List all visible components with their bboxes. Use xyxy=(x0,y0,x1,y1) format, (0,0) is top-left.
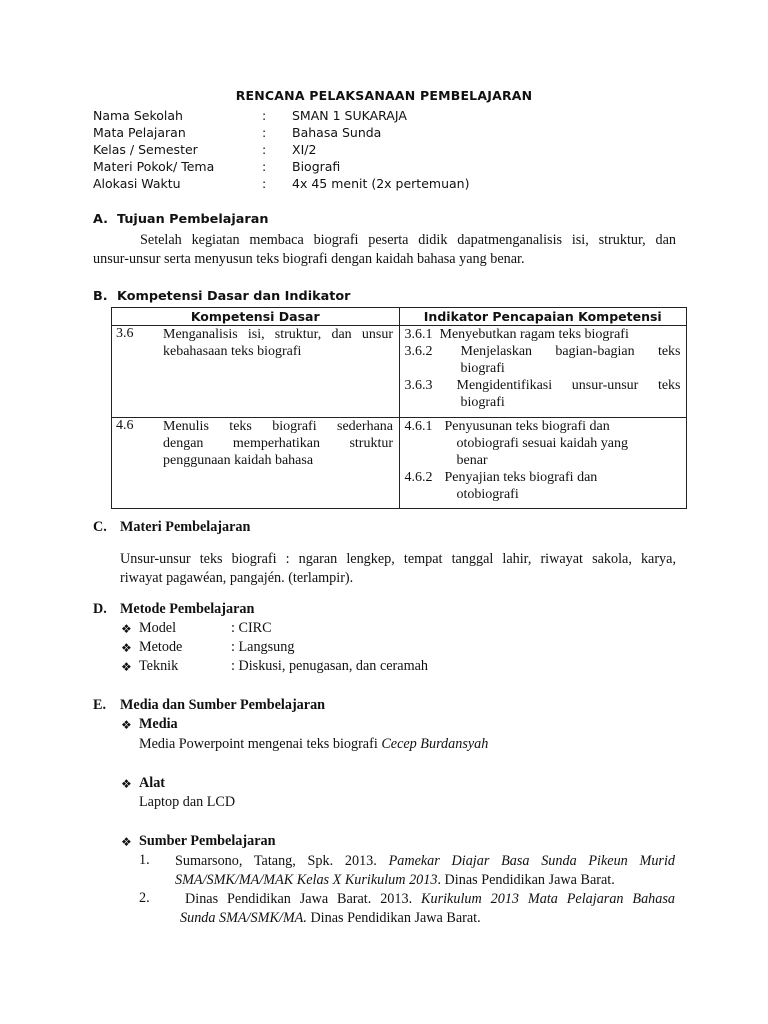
identity-sep: : xyxy=(262,142,267,157)
kd-cell xyxy=(112,418,400,509)
reference-publisher: Dinas Pendidikan Jawa Barat. xyxy=(306,910,481,926)
media-label: Media xyxy=(139,716,178,732)
diamond-bullet-icon: ❖ xyxy=(121,622,132,636)
reference-line xyxy=(175,871,675,890)
kd-line: dengan memperhatikan struktur xyxy=(163,436,393,451)
document-title: RENCANA PELAKSANAAN PEMBELAJARAN xyxy=(235,88,533,103)
section-letter: D. xyxy=(93,601,107,617)
section-a-heading xyxy=(93,212,268,227)
kd-line: penggunaan kaidah bahasa xyxy=(163,453,314,468)
indicator-number: 3.6.2 xyxy=(404,344,433,359)
table-header-kd: Kompetensi Dasar xyxy=(112,308,400,326)
indicator-number: 4.6.1 xyxy=(404,419,433,434)
method-label: Teknik xyxy=(139,658,179,674)
indicator-text: biografi xyxy=(460,395,505,410)
indicator-item xyxy=(405,343,681,377)
indicator-item xyxy=(405,418,681,469)
indicator-text: Mengidentifikasi unsur-unsur teks xyxy=(456,378,681,393)
section-letter: A. xyxy=(93,212,109,227)
diamond-bullet-icon: ❖ xyxy=(121,777,132,791)
section-title: Metode Pembelajaran xyxy=(120,601,255,617)
identity-label: Alokasi Waktu xyxy=(93,176,181,191)
reference-line xyxy=(175,852,675,871)
reference-title: SMA/SMK/MA/MAK Kelas X Kurikulum 2013 xyxy=(175,872,438,888)
kd-line: Menulis teks biografi sederhana xyxy=(163,419,393,434)
indicator-text: Menyebutkan ragam teks biografi xyxy=(439,327,629,342)
indicator-text: Penyusunan teks biografi dan xyxy=(444,419,610,434)
reference-title: Pamekar Diajar Basa Sunda Pikeun Murid xyxy=(388,853,675,869)
indicator-text: Menjelaskan bagian-bagian teks xyxy=(460,344,681,359)
indicator-cell xyxy=(399,326,687,418)
reference-number: 2. xyxy=(139,890,150,906)
identity-value: XI/2 xyxy=(292,142,317,157)
section-b-heading xyxy=(93,289,350,304)
competency-table xyxy=(111,307,687,509)
section-title: Media dan Sumber Pembelajaran xyxy=(120,697,326,713)
kd-text xyxy=(163,326,393,360)
paragraph-line: riwayat pagawéan, pangajén. (terlampir). xyxy=(120,570,354,586)
section-letter: C. xyxy=(93,519,107,535)
kd-number: 3.6 xyxy=(116,326,134,341)
section-letter: B. xyxy=(93,289,108,304)
method-label: Model xyxy=(139,620,177,636)
kd-line: kebahasaan teks biografi xyxy=(163,344,302,359)
indicator-text: Penyajian teks biografi dan xyxy=(444,470,598,485)
method-value: : Langsung xyxy=(231,639,295,655)
identity-label: Mata Pelajaran xyxy=(93,125,186,140)
section-title: Materi Pembelajaran xyxy=(120,519,251,535)
reference-publisher: . Dinas Pendidikan Jawa Barat. xyxy=(437,872,615,888)
identity-sep: : xyxy=(262,159,267,174)
indicator-item xyxy=(405,326,681,343)
identity-label: Kelas / Semester xyxy=(93,142,198,157)
indicator-item xyxy=(405,469,681,503)
section-title: Tujuan Pembelajaran xyxy=(117,212,269,227)
section-c-paragraph xyxy=(120,550,676,588)
method-value: : Diskusi, penugasan, dan ceramah xyxy=(231,658,428,674)
kd-line: Menganalisis isi, struktur, dan unsur xyxy=(163,327,393,342)
paragraph-line: Unsur-unsur teks biografi : ngaran lengkep, tempat tanggal lahir, riwayat sakola, karya, xyxy=(120,551,676,567)
identity-label: Materi Pokok/ Tema xyxy=(93,159,215,174)
kd-number: 4.6 xyxy=(116,418,134,433)
alat-text: Laptop dan LCD xyxy=(139,794,236,810)
diamond-bullet-icon: ❖ xyxy=(121,641,132,655)
identity-sep: : xyxy=(262,176,267,191)
reference-title: Kurikulum 2013 Mata Pelajaran Bahasa xyxy=(421,891,675,907)
section-a-paragraph xyxy=(93,231,676,269)
diamond-bullet-icon: ❖ xyxy=(121,660,132,674)
media-text xyxy=(139,736,488,753)
method-label: Metode xyxy=(139,639,183,655)
diamond-bullet-icon: ❖ xyxy=(121,718,132,732)
section-c-heading xyxy=(93,519,250,536)
section-letter: E. xyxy=(93,697,107,713)
identity-label: Nama Sekolah xyxy=(93,108,183,123)
identity-value: Biografi xyxy=(292,159,341,174)
reference-title: Sunda SMA/SMK/MA. xyxy=(180,910,307,926)
reference-line xyxy=(180,909,675,928)
reference-author: Dinas Pendidikan Jawa Barat. 2013. xyxy=(185,891,422,907)
identity-sep: : xyxy=(262,108,267,123)
diamond-bullet-icon: ❖ xyxy=(121,835,132,849)
method-value: : CIRC xyxy=(231,620,272,636)
indicator-item xyxy=(405,377,681,411)
section-d-heading xyxy=(93,601,254,618)
paragraph-line: Setelah kegiatan membaca biografi peserta didik dapatmenganalisis isi, struktur, dan xyxy=(140,232,676,248)
reference-line xyxy=(185,890,675,909)
table-row xyxy=(112,326,687,418)
indicator-text: otobiografi sesuai kaidah yang xyxy=(456,436,628,451)
indicator-text: biografi xyxy=(460,361,505,376)
reference-author: Sumarsono, Tatang, Spk. 2013. xyxy=(175,853,389,869)
indicator-number: 4.6.2 xyxy=(404,470,433,485)
indicator-number: 3.6.3 xyxy=(404,378,433,393)
table-header-indicator: Indikator Pencapaian Kompetensi xyxy=(399,308,687,326)
identity-value: 4x 45 menit (2x pertemuan) xyxy=(292,176,470,191)
indicator-text: otobiografi xyxy=(456,487,519,502)
reference-number: 1. xyxy=(139,852,150,868)
table-row xyxy=(112,418,687,509)
section-e-heading xyxy=(93,697,325,714)
reference-text xyxy=(180,890,675,928)
identity-value: SMAN 1 SUKARAJA xyxy=(292,108,407,123)
media-text-italic: Cecep Burdansyah xyxy=(381,736,489,752)
identity-sep: : xyxy=(262,125,267,140)
indicator-number: 3.6.1 xyxy=(404,327,433,342)
section-title: Kompetensi Dasar dan Indikator xyxy=(117,289,351,304)
indicator-text: benar xyxy=(456,453,488,468)
paragraph-line: unsur-unsur serta menyusun teks biografi dengan kaidah bahasa yang benar. xyxy=(93,251,525,267)
indicator-cell xyxy=(399,418,687,509)
media-text-plain: Media Powerpoint mengenai teks biografi xyxy=(139,736,382,752)
kd-cell xyxy=(112,326,400,418)
identity-value: Bahasa Sunda xyxy=(292,125,382,140)
reference-text xyxy=(175,852,675,890)
alat-label: Alat xyxy=(139,775,166,791)
sumber-label: Sumber Pembelajaran xyxy=(139,833,276,849)
kd-text xyxy=(163,418,393,469)
